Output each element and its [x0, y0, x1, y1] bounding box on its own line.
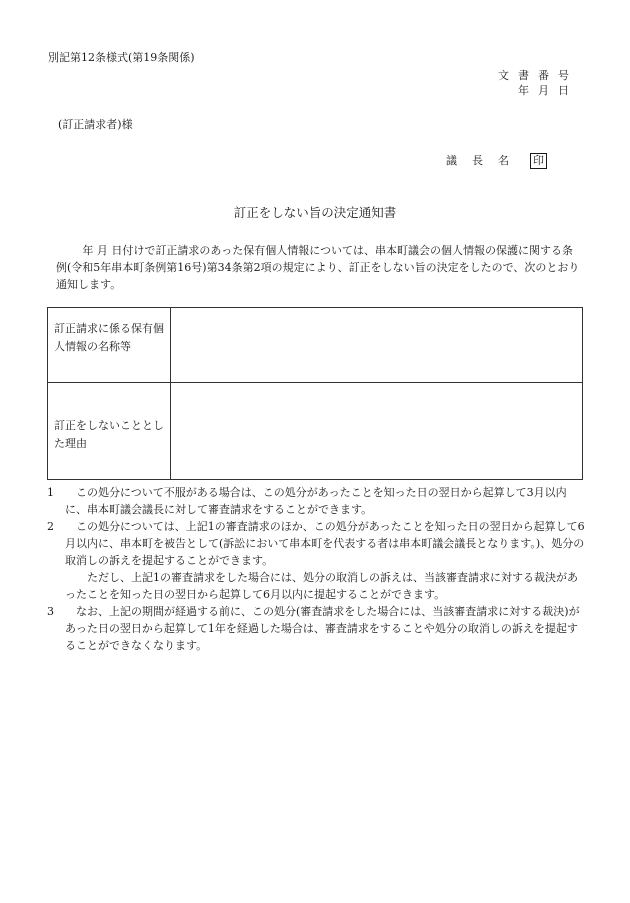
note-number: 3: [47, 605, 54, 618]
sender-char: 長: [472, 154, 483, 167]
note-continuation: ただし、上記1の審査請求をした場合には、処分の取消しの訴えは、当該審査請求に対する裁決があったことを知った日の翌日から起算して6月以内に提起することができます。: [65, 571, 578, 601]
note-text: この処分について不服がある場合は、この処分があったことを知った日の翌日から起算して3月以内に、串本町議会議長に対して審査請求をすることができます。: [65, 486, 567, 516]
table-label-cell: 訂正をしないこととした理由: [48, 383, 171, 480]
note-item: [47, 518, 585, 569]
notes-list: [47, 484, 585, 654]
document-title: 訂正をしない旨の決定通知書: [233, 205, 397, 220]
note-number: 1: [47, 486, 54, 499]
seal-box: 印: [530, 153, 547, 169]
info-table: [47, 307, 583, 480]
document-date-label: 年月日: [518, 84, 578, 97]
document-number-label: 文書番号: [498, 69, 578, 82]
body-paragraph: 年 月 日付けで訂正請求のあった保有個人情報については、串本町議会の個人情報の保護に関する条例(令和5年串本町条例第16号)第34条第2項の規定により、訂正をしない旨の決定をしたので、次のとおり通知します。: [56, 244, 580, 291]
table-value-cell[interactable]: [171, 383, 583, 480]
addressee: (訂正請求者)様: [58, 118, 133, 131]
note-text: この処分については、上記1の審査請求のほか、この処分があったことを知った日の翌日から起算して6月以内に、串本町を被告として(訴訟において串本町を代表する者は串本町議会議長となります。)、処分の取消しの訴えを提起することができます。: [65, 520, 585, 567]
form-label: 別記第12条様式(第19条関係): [48, 51, 195, 64]
note-number: 2: [47, 520, 54, 533]
table-row: [48, 383, 583, 480]
note-text: なお、上記の期間が経過する前に、この処分(審査請求をした場合には、当該審査請求に対する裁決)があった日の翌日から起算して1年を経過した場合は、審査請求をすることや処分の取消しの訴えを提起することができなくなります。: [65, 605, 580, 652]
table-row: [48, 308, 583, 383]
table-value-cell[interactable]: [171, 308, 583, 383]
note-item: [47, 603, 585, 654]
sender-signature: [446, 152, 547, 169]
table-label-cell: 訂正請求に係る保有個人情報の名称等: [48, 308, 171, 383]
sender-char: 議: [446, 154, 457, 167]
sender-char: 名: [498, 154, 509, 167]
note-item: [47, 484, 585, 518]
